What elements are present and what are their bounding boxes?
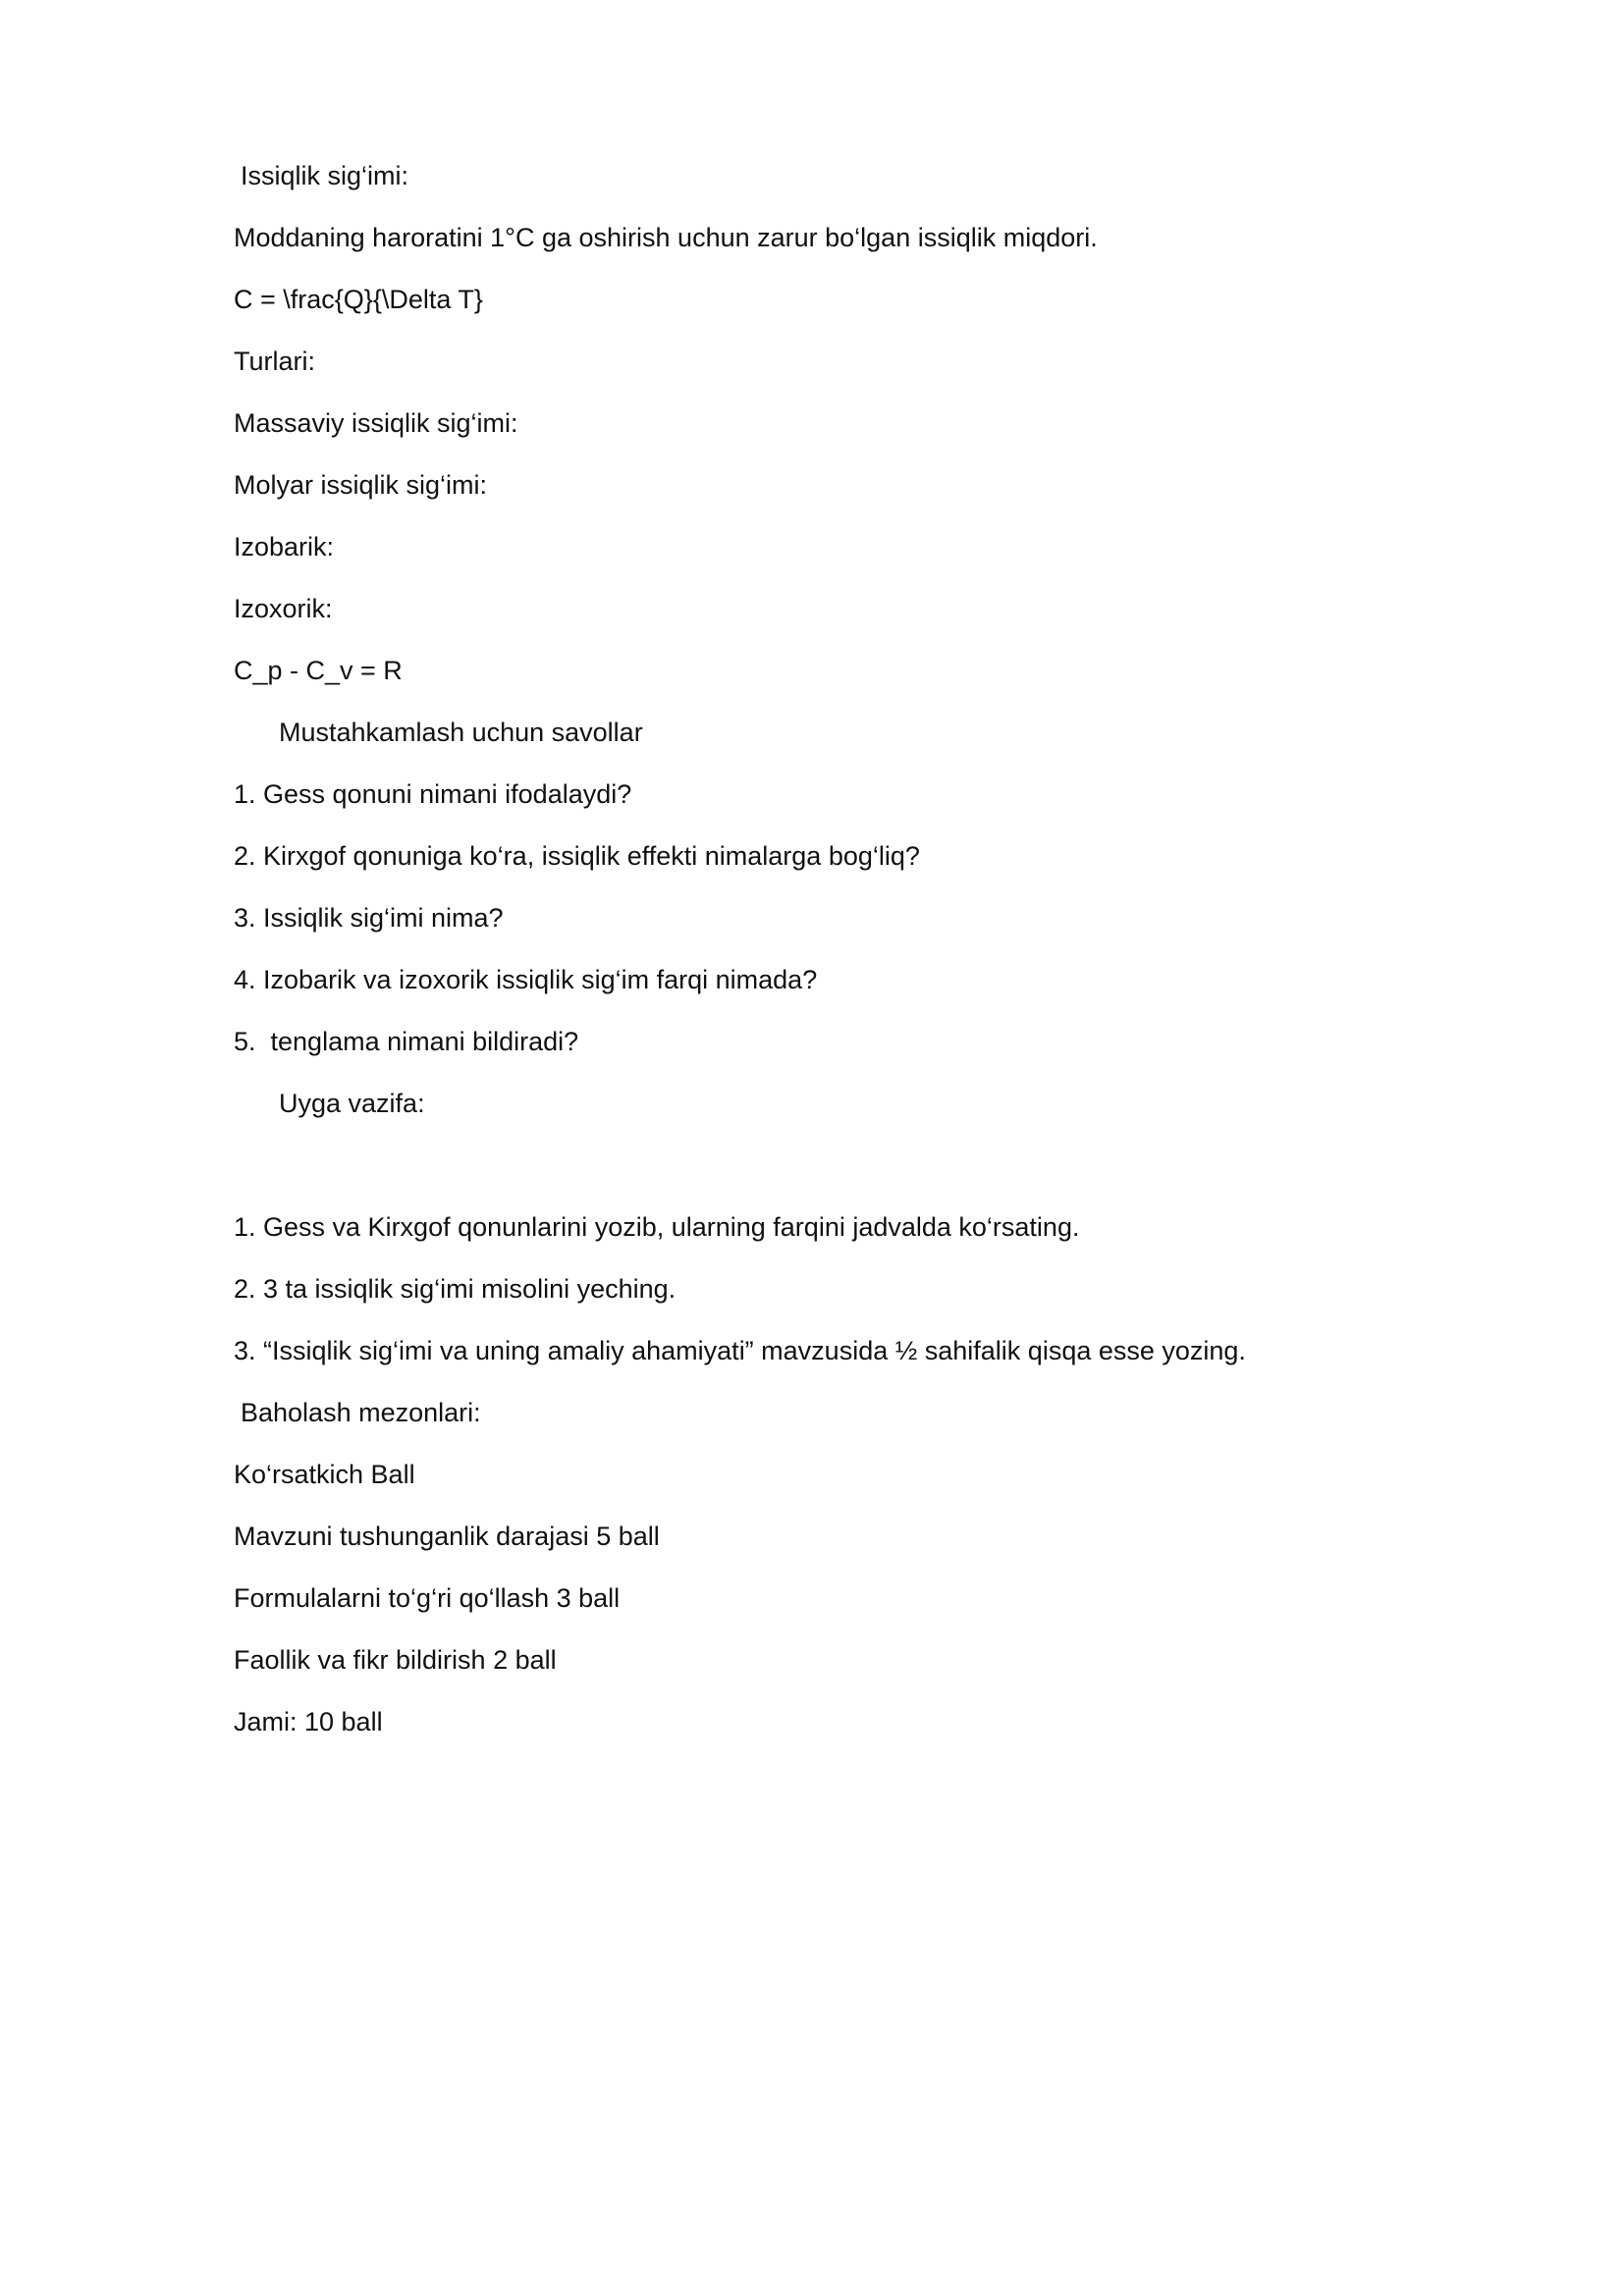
type-mass-heat-capacity: Massaviy issiqlik sig‘imi: bbox=[234, 408, 518, 438]
homework-item: 2. 3 ta issiqlik sig‘imi misolini yeching. bbox=[234, 1274, 677, 1304]
homework-item: 1. Gess va Kirxgof qonunlarini yozib, ularning farqini jadvalda ko‘rsating. bbox=[234, 1212, 1080, 1242]
formula-mayer: C_p - C_v = R bbox=[234, 656, 403, 685]
document-body bbox=[234, 150, 1402, 1758]
question-item: 1. Gess qonuni nimani ifodalaydi? bbox=[234, 779, 632, 809]
formula-heat-capacity: C = \frac{Q}{\Delta T} bbox=[234, 285, 483, 314]
criteria-item: Formulalarni to‘g‘ri qo‘llash 3 ball bbox=[234, 1583, 621, 1613]
type-isobaric: Izobarik: bbox=[234, 532, 335, 561]
heading-assessment-criteria: Baholash mezonlari: bbox=[241, 1398, 481, 1427]
heading-heat-capacity: Issiqlik sig‘imi: bbox=[241, 161, 409, 190]
types-label: Turlari: bbox=[234, 347, 316, 376]
criteria-item: Mavzuni tushunganlik darajasi 5 ball bbox=[234, 1522, 660, 1551]
heading-homework: Uyga vazifa: bbox=[279, 1089, 425, 1118]
question-item: 3. Issiqlik sig‘imi nima? bbox=[234, 903, 504, 933]
question-item: 2. Kirxgof qonuniga ko‘ra, issiqlik effekti nimalarga bog‘liq? bbox=[234, 841, 920, 871]
heading-review-questions: Mustahkamlash uchun savollar bbox=[279, 718, 643, 747]
blank-line bbox=[234, 1140, 1402, 1201]
type-molar-heat-capacity: Molyar issiqlik sig‘imi: bbox=[234, 470, 488, 500]
criteria-item: Faollik va fikr bildirish 2 ball bbox=[234, 1645, 557, 1675]
criteria-header: Ko‘rsatkich Ball bbox=[234, 1460, 415, 1489]
question-item: 5. tenglama nimani bildiradi? bbox=[234, 1027, 579, 1056]
criteria-total: Jami: 10 ball bbox=[234, 1707, 383, 1736]
homework-item: 3. “Issiqlik sig‘imi va uning amaliy ahamiyati” mavzusida ½ sahifalik qisqa esse yozing. bbox=[234, 1336, 1246, 1365]
question-item: 4. Izobarik va izoxorik issiqlik sig‘im farqi nimada? bbox=[234, 965, 818, 994]
type-isochoric: Izoxorik: bbox=[234, 594, 333, 623]
definition-text: Moddaning haroratini 1°C ga oshirish uchun zarur bo‘lgan issiqlik miqdori. bbox=[234, 223, 1098, 252]
